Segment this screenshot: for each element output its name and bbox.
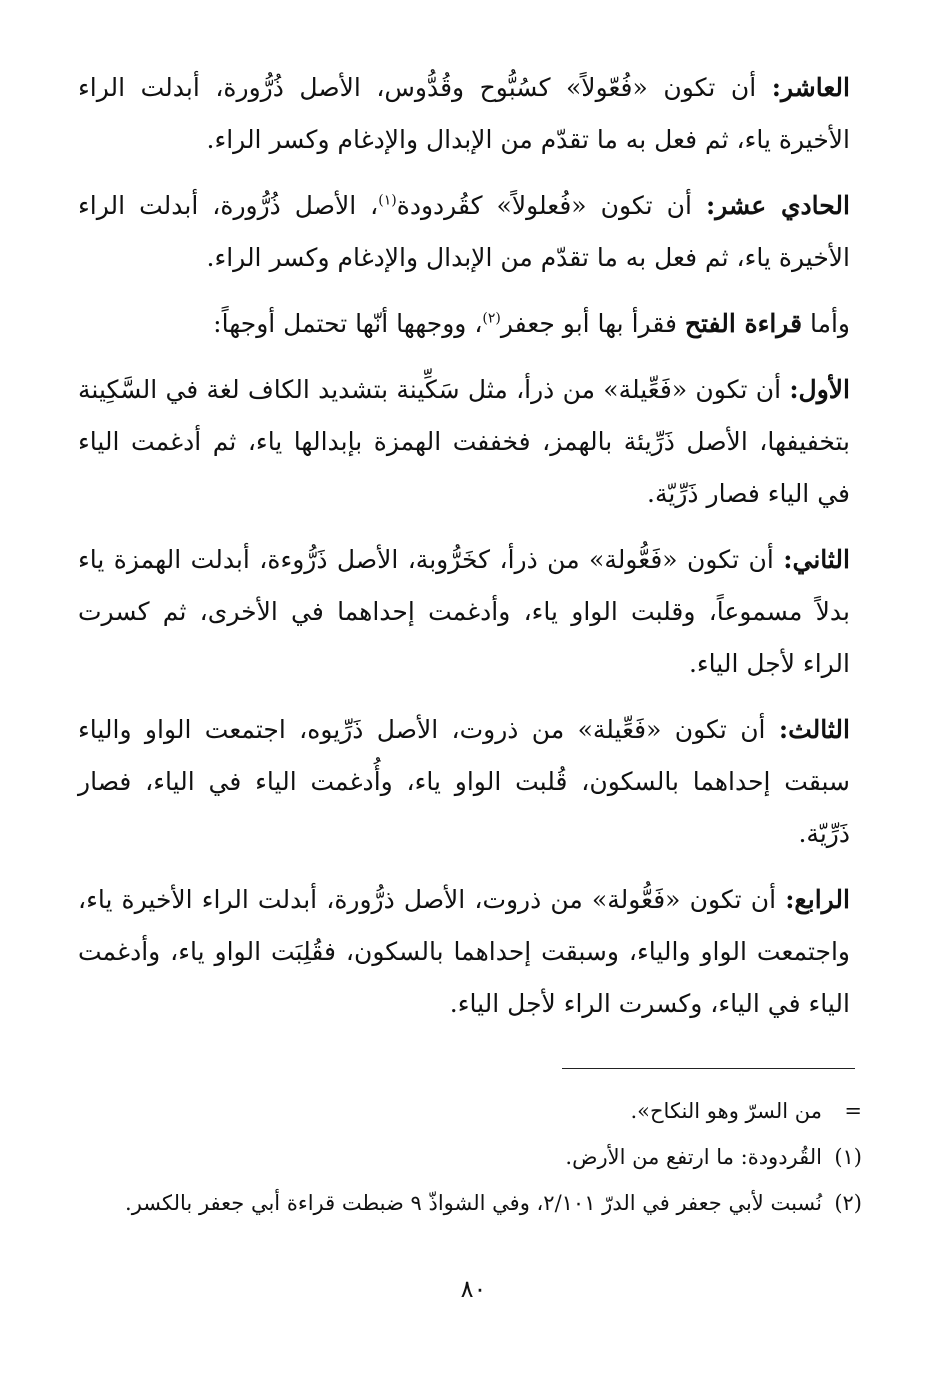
- paragraph-body: أن تكون «فَعُّولة» من ذرأ، كخَرُّوبة، الأصل ذَرُّوءة، أبدلت الهمزة ياء بدلاً مسموعاً، وقلبت الواو ياء، وأدغمت إحداهما في الأخرى، ثم كسرت الراء لأجل الياء.: [78, 545, 850, 678]
- footnote-text: من السرّ وهو النكاح».: [630, 1099, 822, 1123]
- footnote-separator: [562, 1068, 855, 1069]
- footnote-1: [78, 1134, 862, 1180]
- paragraph-body: أن تكون «فَعِّيلة» من ذروت، الأصل ذَرِّيوه، اجتمعت الواو والياء سبقت إحداهما بالسكون، قُلبت الواو ياء، وأُدغمت الياء في الياء، فصار ذَرِّيّة.: [78, 715, 850, 848]
- paragraph-body: أن تكون «فَعِّيلة» من ذرأ، مثل سَكِّينة بتشديد الكاف لغة في السَّكِينة بتخفيفها، الأصل ذَرِّيئة بالهمز، فخففت الهمزة بإبدالها ياء، ثم أدغمت الياء في الياء فصار ذَرِّيّة.: [78, 375, 850, 508]
- paragraph-eleventh: [78, 180, 850, 284]
- paragraph-body: فقرأ بها أبو جعفر: [500, 309, 685, 338]
- footnote-ref-2[interactable]: (٢): [482, 310, 501, 327]
- footnote-text: القُردودة: ما ارتفع من الأرض.: [565, 1145, 822, 1169]
- footnote-marker: =: [844, 1099, 862, 1123]
- paragraph-second: [78, 534, 850, 690]
- paragraph-lead: الرابع:: [785, 885, 850, 914]
- paragraph-lead: الحادي عشر:: [705, 191, 850, 220]
- footnote-continuation: [78, 1088, 862, 1134]
- footnote-2: [78, 1180, 862, 1226]
- footnote-text: نُسبت لأبي جعفر في الدرّ ٢/١٠١، وفي الشواذّ ٩ ضبطت قراءة أبي جعفر بالكسر.: [125, 1191, 822, 1215]
- paragraph-lead: الثاني:: [783, 545, 850, 574]
- paragraph-intro: وأما: [802, 309, 850, 338]
- paragraph-lead: العاشر:: [771, 73, 850, 102]
- paragraph-body: أن تكون «فُعلولاً» كقُردودة: [396, 191, 706, 220]
- paragraph-tenth: [78, 62, 850, 166]
- paragraph-third: [78, 704, 850, 860]
- footnote-marker: (٢): [834, 1191, 862, 1215]
- paragraph-lead: قراءة الفتح: [684, 309, 803, 338]
- page-number: ٨٠: [460, 1275, 487, 1303]
- paragraph-fourth: [78, 874, 850, 1030]
- paragraph-fatha-reading: [78, 298, 850, 350]
- main-text: [78, 62, 850, 1044]
- footnote-marker: (١): [834, 1145, 862, 1169]
- paragraph-body: ، الأصل ذُرُّورة، أبدلت الراء الأخيرة ياء، ثم فعل به ما تقدّم من الإبدال والإدغام وكسر الراء.: [78, 191, 850, 272]
- paragraph-body: أن تكون «فَعُّولة» من ذروت، الأصل ذرُّورة، أبدلت الراء الأخيرة ياء، واجتمعت الواو والياء، وسبقت إحداهما بالسكون، فقُلِبَت الواو ياء، وأدغمت الياء في الياء، وكسرت الراء لأجل الياء.: [78, 885, 850, 1018]
- paragraph-first: [78, 364, 850, 520]
- paragraph-lead: الأول:: [789, 375, 850, 404]
- footnote-ref-1[interactable]: (١): [378, 192, 397, 209]
- footnotes: [78, 1088, 862, 1226]
- paragraph-body: أن تكون «فُعّولاً» كسُبُّوح وقُدُّوس، الأصل ذُرُّورة، أبدلت الراء الأخيرة ياء، ثم فعل به ما تقدّم من الإبدال والإدغام وكسر الراء.: [78, 73, 850, 154]
- paragraph-lead: الثالث:: [778, 715, 850, 744]
- paragraph-body: ، ووجهها أنّها تحتمل أوجهاً:: [213, 309, 483, 338]
